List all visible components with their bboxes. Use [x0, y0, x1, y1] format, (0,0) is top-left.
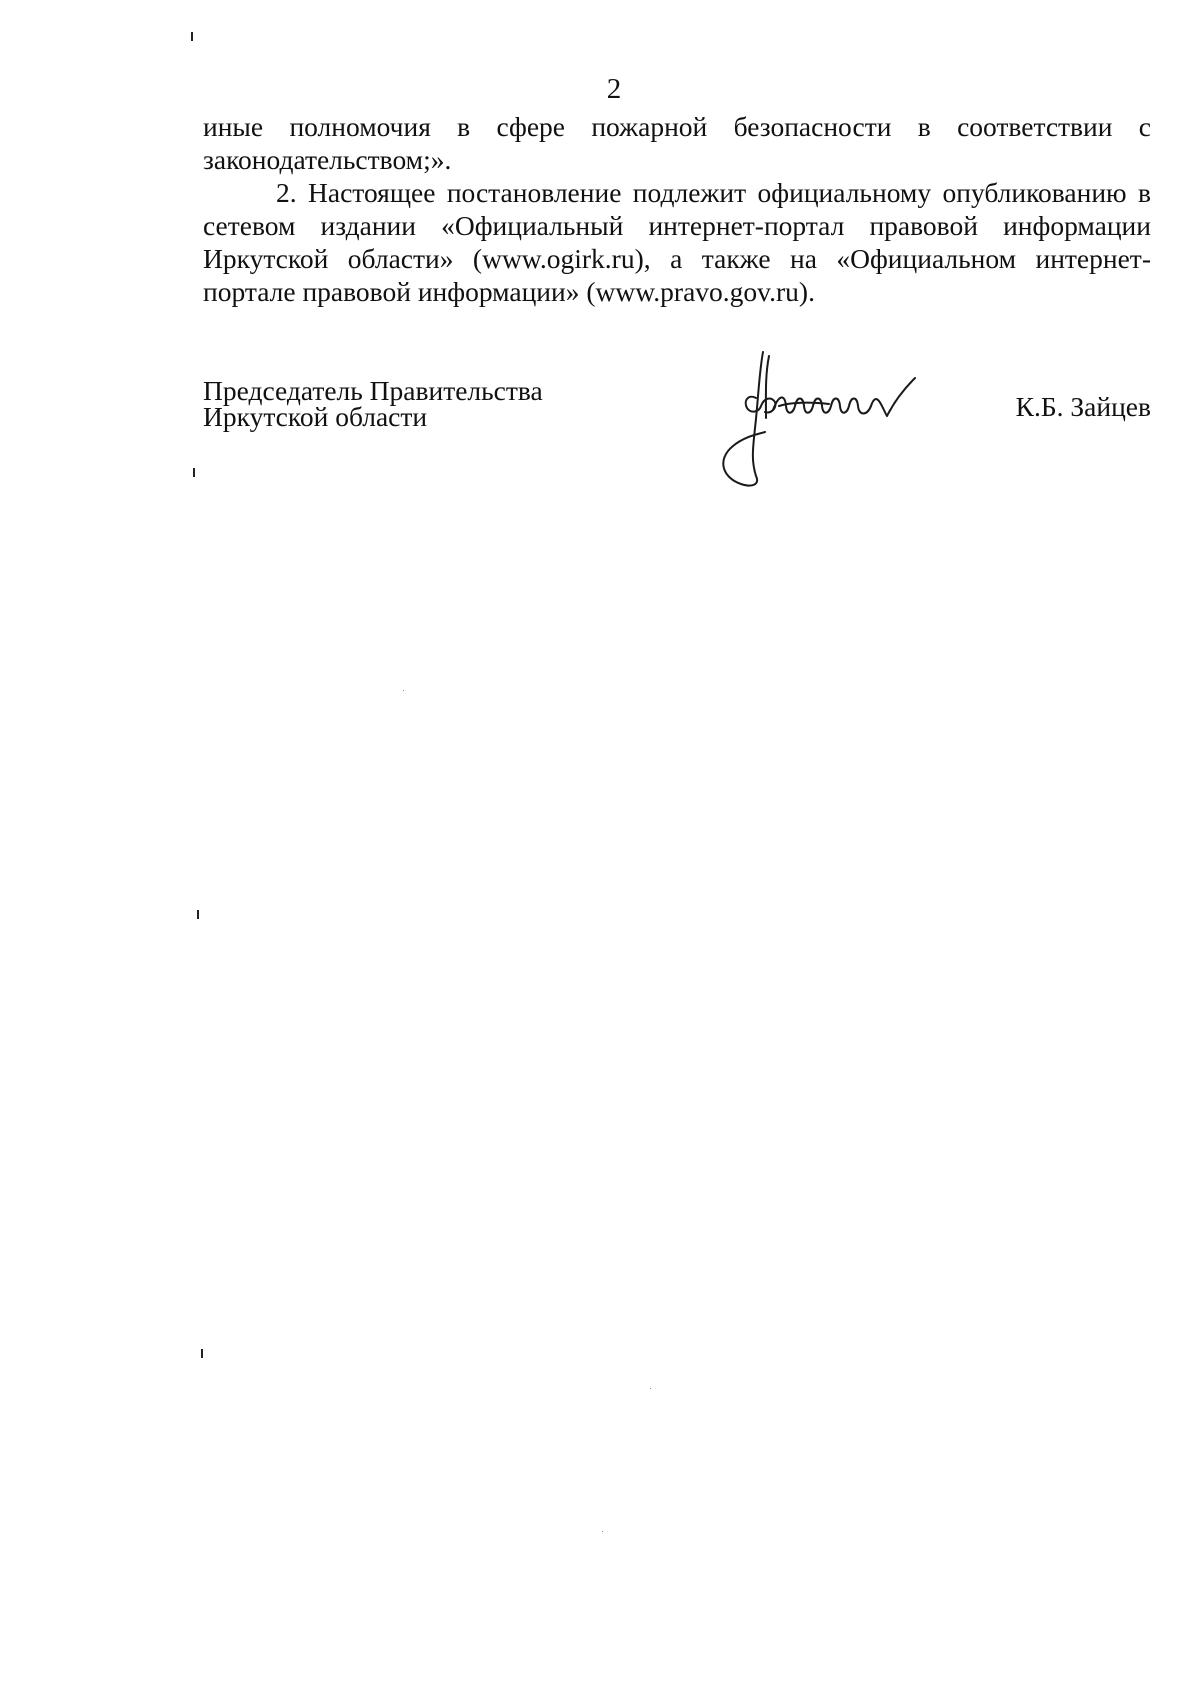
- scan-mark: [197, 910, 199, 919]
- scan-dot: [403, 690, 404, 691]
- signer-name: К.Б. Зайцев: [1015, 391, 1151, 422]
- signer-title-line-1: Председатель Правительства: [203, 375, 543, 406]
- signer-title-line-2: Иркутской области: [203, 401, 428, 432]
- scan-dot: [650, 1388, 651, 1389]
- scan-mark: [201, 1349, 203, 1358]
- signature-block: [203, 375, 1151, 508]
- signer-title: [203, 375, 543, 432]
- page-number: 2: [606, 73, 622, 105]
- handwritten-signature: [711, 348, 961, 488]
- scan-mark: [191, 32, 193, 41]
- paragraph-continuation: иные полномочия в сфере пожарной безопасности в соответствии с законодательством;».: [203, 111, 1151, 175]
- paragraph-publication: 2. Настоящее постановление подлежит официальному опубликованию в сетевом издании «Официальный интернет-портал правовой информации Иркутской области» (www.ogirk.ru), а также на «Официальном интернет-портале правовой информации» (www.pravo.gov.ru).: [203, 177, 1151, 307]
- scan-mark: [193, 468, 195, 477]
- scan-dot: [602, 1531, 603, 1532]
- document-body: [203, 110, 1151, 308]
